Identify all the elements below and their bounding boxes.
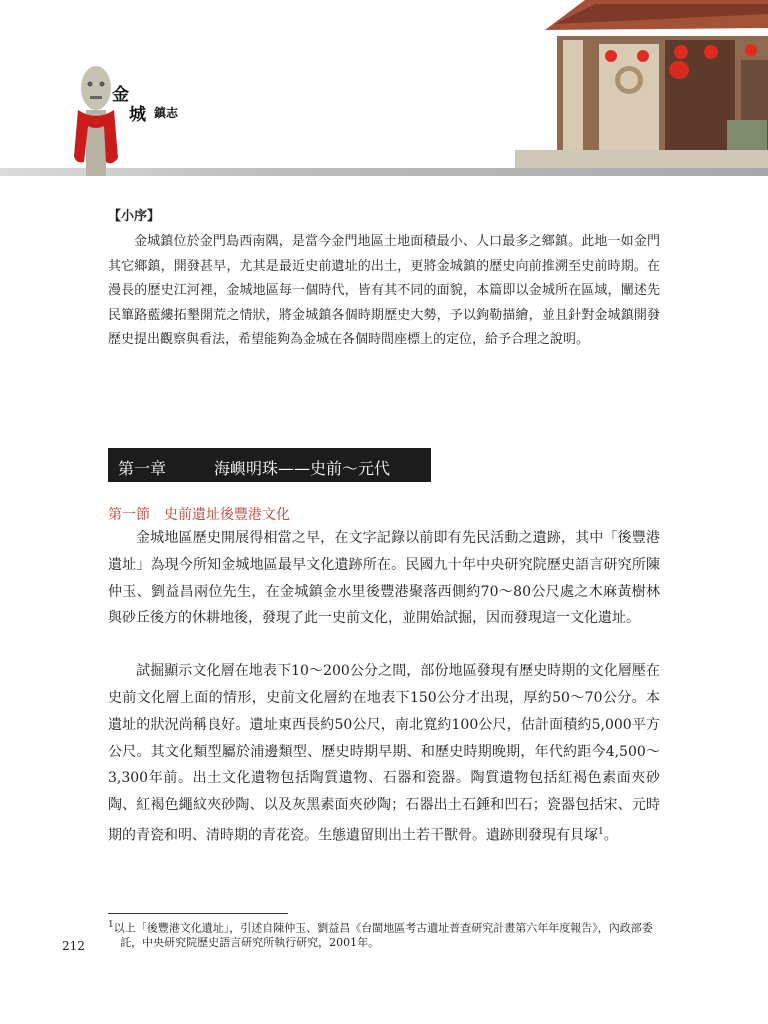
preface-heading: 【小序】 — [108, 209, 161, 224]
temple-photo — [515, 0, 768, 168]
footnote-mark: 1 — [108, 920, 114, 930]
body-text — [108, 525, 660, 849]
chapter-heading-bar — [108, 448, 431, 482]
page-number: 212 — [62, 939, 85, 953]
preface-paragraph: 金城鎮位於金門島西南隅，是當今金門地區土地面積最小、人口最多之鄉鎮。此地一如金門其它鄉鎮，開發甚早，尤其是最近史前遺址的出土，更將金城鎮的歷史向前推溯至史前時期。在漫長的歷史江河裡，金城地區每一個時代，皆有其不同的面貌，本篇即以金城所在區域，闡述先民篳路藍縷拓墾開荒之情狀，將金城鎮各個時期歷史大勢，予以鉤勒描繪，並且針對金城鎮開發歷史提出觀察與看法，希望能夠為金城在各個時間座標上的定位，給予合理之說明。 — [108, 234, 660, 347]
body-paragraph-2-end: 。 — [603, 827, 618, 844]
chapter-title: 海嶼明珠——史前～元代 — [214, 459, 391, 478]
footnote-reference[interactable]: 1 — [598, 826, 604, 837]
title-char-cheng: 城 — [129, 105, 146, 125]
footnote — [108, 918, 663, 950]
section-title: 第一節 史前遺址後豐港文化 — [108, 507, 290, 523]
chapter-number: 第一章 — [118, 459, 167, 478]
footnote-text: 以上「後豐港文化遺址」，引述自陳仲玉、劉益昌《台閩地區考古遺址普查研究計畫第六年年度報告》，內政部委託，中央研究院歷史語言研究所執行研究，2001年。 — [113, 921, 653, 949]
footnote-divider — [108, 913, 288, 914]
preface-section — [108, 205, 660, 353]
body-paragraph-1: 金城地區歷史開展得相當之早，在文字記錄以前即有先民活動之遺跡，其中「後豐港遺址」為現今所知金城地區最早文化遺跡所在。民國九十年中央研究院歷史語言研究所陳仲玉、劉益昌兩位先生，在金城鎮金水里後豐港聚落西側約70～80公尺處之木麻黃樹林與砂丘後方的休耕地後，發現了此一史前文化，並開始試掘，因而發現這一文化遺址。 — [108, 530, 660, 627]
body-paragraph-2-text: 試掘顯示文化層在地表下10～200公分之間，部份地區發現有歷史時期的文化層壓在史前文化層上面的情形，史前文化層約在地表下150公分才出現，厚約50～70公分。本遺址的狀況尚稱良好。遺址東西長約50公尺，南北寬約100公尺，估計面積約5,000平方公尺。其文化類型屬於浦邊類型、歷史時期早期、和歷史時期晚期，年代約距今4,500～3,300年前。出土文化遺物包括陶質遺物、石器和瓷器。陶質遺物包括紅褐色素面夾砂陶、紅褐色繩紋夾砂陶、以及灰黑素面夾砂陶；石器出土石錘和凹石；瓷器包括宋、元時期的青瓷和明、清時期的青花瓷。生態遺留則出土若干獸骨。遺跡則發現有貝塚 — [108, 663, 660, 844]
title-suffix: 鎮志 — [154, 106, 179, 120]
body-paragraph-2 — [108, 658, 660, 849]
page-header — [0, 0, 768, 178]
title-char-jin: 金 — [112, 85, 129, 105]
